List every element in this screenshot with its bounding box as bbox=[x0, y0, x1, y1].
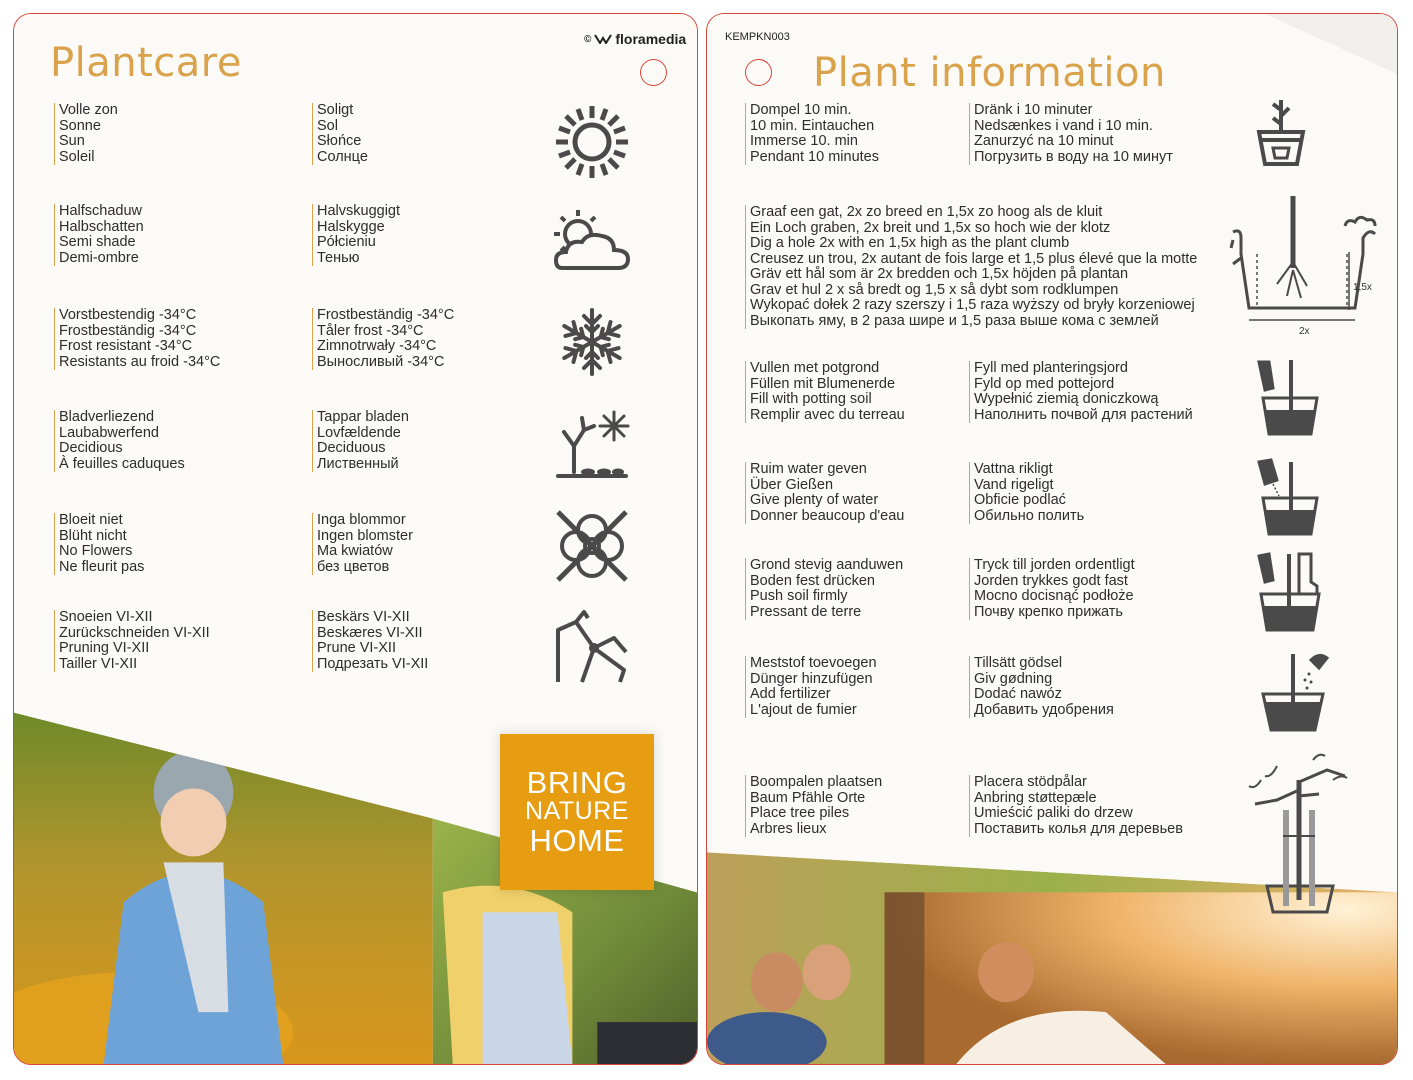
punch-hole bbox=[640, 59, 667, 86]
info-text-nl-de-en-fr: Meststof toevoegen Dünger hinzufügen Add fertilizer L'ajout de fumier bbox=[745, 656, 877, 718]
info-text-sv-da-pl-ru: Vattna rikligt Vand rigeligt Obficie podlać Обильно полить bbox=[969, 462, 1084, 524]
care-text-nl-de-en-fr: Volle zon Sonne Sun Soleil bbox=[54, 103, 118, 165]
width-ratio-label: 2x bbox=[1299, 326, 1310, 337]
snowflake-icon bbox=[556, 306, 628, 378]
care-text-sv-da-pl-ru: Frostbeständig -34°C Tåler frost -34°C Zimnotrwały -34°C Выносливый -34°C bbox=[312, 308, 454, 370]
page-title: Plant information bbox=[813, 50, 1166, 96]
care-text-nl-de-en-fr: Vorstbestendig -34°C Frostbeständig -34°C Frost resistant -34°C Resistants au froid -34°C bbox=[54, 308, 220, 370]
care-text-sv-da-pl-ru: Inga blommor Ingen blomster Ma kwiatów без цветов bbox=[312, 513, 413, 575]
sun-icon bbox=[552, 102, 632, 182]
info-text-nl-de-en-fr: Boompalen plaatsen Baum Pfähle Orte Place tree piles Arbres lieux bbox=[745, 775, 882, 837]
soak-pot-icon bbox=[1255, 96, 1307, 168]
punch-hole bbox=[745, 59, 772, 86]
floramedia-mark-icon bbox=[594, 34, 612, 44]
info-text-sv-da-pl-ru: Tillsätt gödsel Giv gødning Dodać nawóz Добавить удобрения bbox=[969, 656, 1114, 718]
care-text-nl-de-en-fr: Snoeien VI-XII Zurückschneiden VI-XII Pruning VI-XII Tailler VI-XII bbox=[54, 610, 210, 672]
info-text-planting-hole: Graaf een gat, 2x zo breed en 1,5x zo hoog als de kluit Ein Loch graben, 2x breit und 1,5x so hoch wie der klotz Dig a hole 2x with en 1,5x high as the plant clumb Creusez un trou, 2x autant de fois large et 1,5 plus élevé que la motte Gräv ett hål som är 2x bredden och 1,5x höjden på plantan Grav et hul 2 x så bredt og 1,5 x så dybt som rodklumpen Wykopać dołek 2 razy szerszy i 1,5 raza wyższy od bryły korzeniowej Выкопать яму, в 2 раза шире и 1,5 раза выше кома с землей bbox=[745, 205, 1197, 329]
watering-icon bbox=[1255, 458, 1325, 538]
care-text-sv-da-pl-ru: Halvskuggigt Halskygge Półcieniu Тенью bbox=[312, 204, 400, 266]
tree-stakes-icon bbox=[1247, 750, 1351, 916]
pruning-shears-icon bbox=[554, 608, 630, 684]
info-text-sv-da-pl-ru: Fyll med planteringsjord Fyld op med pottejord Wypełnić ziemią doniczkową Наполнить почвой для растений bbox=[969, 361, 1193, 423]
care-text-sv-da-pl-ru: Soligt Sol Słońce Солнце bbox=[312, 103, 368, 165]
potting-soil-icon bbox=[1255, 358, 1325, 438]
info-text-nl-de-en-fr: Vullen met potgrond Füllen mit Blumenerde Fill with potting soil Remplir avec du terreau bbox=[745, 361, 905, 423]
firm-soil-icon bbox=[1255, 550, 1325, 634]
page-title: Plantcare bbox=[50, 40, 242, 86]
plant-information-card bbox=[706, 13, 1398, 1065]
deciduous-icon bbox=[554, 406, 630, 482]
info-text-nl-de-en-fr: Grond stevig aanduwen Boden fest drücken Push soil firmly Pressant de terre bbox=[745, 558, 903, 620]
info-text-sv-da-pl-ru: Dränk i 10 minuter Nedsænkes i vand i 10 min. Zanurzyć na 10 minut Погрузить в воду на 10 минут bbox=[969, 103, 1173, 165]
plantcare-card bbox=[13, 13, 698, 1065]
care-text-nl-de-en-fr: Bloeit niet Blüht nicht No Flowers Ne fleurit pas bbox=[54, 513, 144, 575]
bring-nature-home-banner: BRING NATURE HOME bbox=[500, 734, 654, 890]
floramedia-logo: © floramedia bbox=[584, 31, 687, 47]
height-ratio-label: 1,5x bbox=[1353, 282, 1372, 293]
care-text-nl-de-en-fr: Bladverliezend Laubabwerfend Decidious À feuilles caduques bbox=[54, 410, 185, 472]
product-code: KEMPKN003 bbox=[725, 31, 790, 43]
info-text-nl-de-en-fr: Dompel 10 min. 10 min. Eintauchen Immerse 10. min Pendant 10 minutes bbox=[745, 103, 879, 165]
care-text-nl-de-en-fr: Halfschaduw Halbschatten Semi shade Demi-ombre bbox=[54, 204, 144, 266]
planting-hole-icon bbox=[1229, 192, 1379, 348]
info-text-sv-da-pl-ru: Placera stödpålar Anbring støttepæle Umieścić paliki do drzew Поставить колья для деревьев bbox=[969, 775, 1183, 837]
info-text-nl-de-en-fr: Ruim water geven Über Gießen Give plenty of water Donner beaucoup d'eau bbox=[745, 462, 904, 524]
care-text-sv-da-pl-ru: Tappar bladen Lovfældende Deciduous Лиственный bbox=[312, 410, 409, 472]
info-text-sv-da-pl-ru: Tryck till jorden ordentligt Jorden trykkes godt fast Mocno docisnąć podłoże Почву крепко прижать bbox=[969, 558, 1135, 620]
partial-shade-icon bbox=[552, 208, 632, 274]
care-text-sv-da-pl-ru: Beskärs VI-XII Beskæres VI-XII Prune VI-XII Подрезать VI-XII bbox=[312, 610, 428, 672]
fertilizer-icon bbox=[1259, 650, 1331, 734]
no-flowers-icon bbox=[554, 508, 630, 584]
